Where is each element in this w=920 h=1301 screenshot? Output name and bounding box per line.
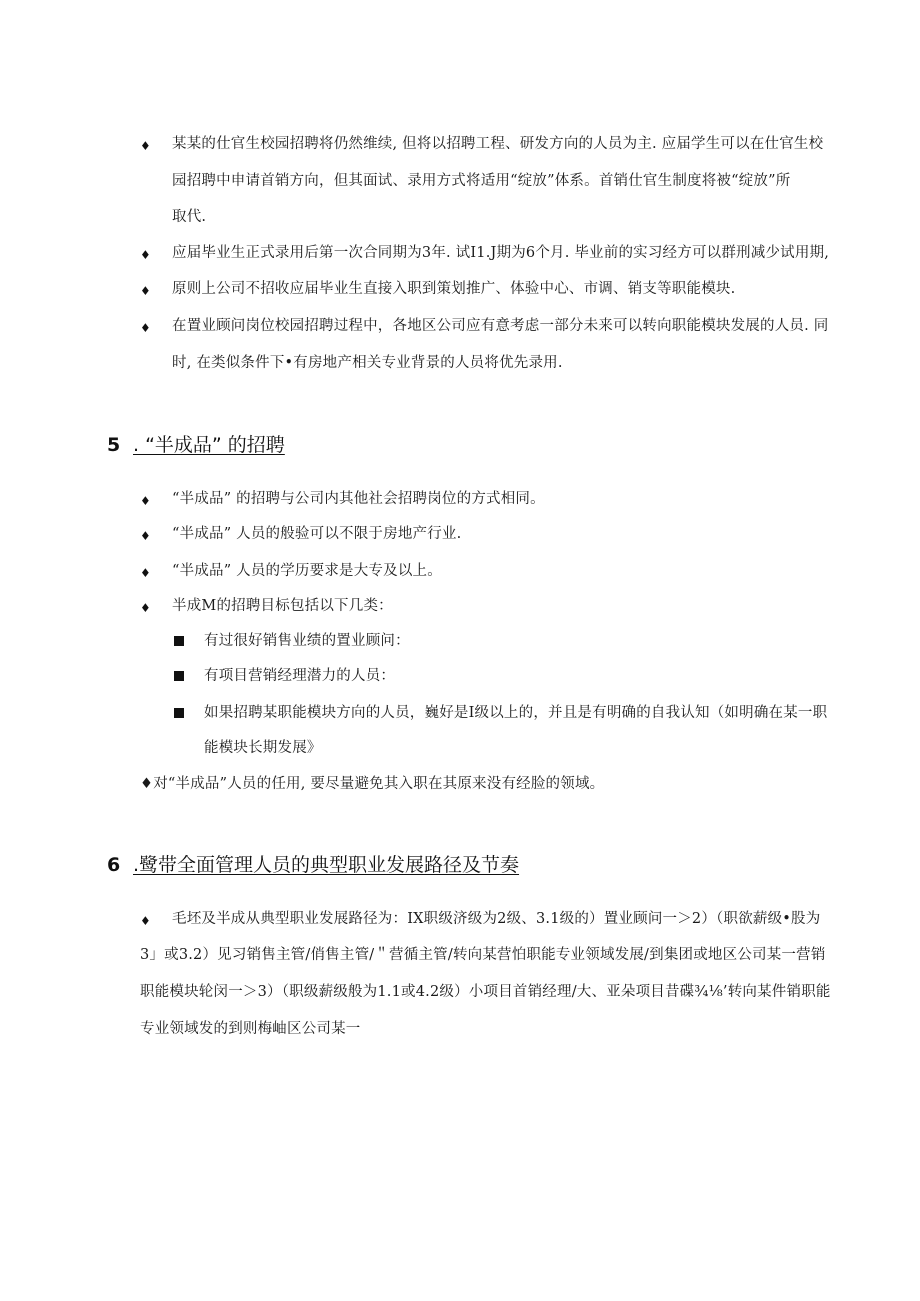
intro-bullet-1-line-1: 某某的仕官生校园招聘将仍然维续, 但将以招聘工程、研发方向的人员为主. 应届学生可以在仕官生校 — [172, 136, 824, 152]
square-bullet-icon — [174, 636, 184, 646]
diamond-bullet-icon: ♦ — [140, 494, 151, 508]
section-5-sub-item-1: 有过很好销售业绩的置业顾问： — [204, 633, 410, 649]
section-6-line-2: 3」或3.2）见习销售主管/俏售主管/＂营循主管/转向某营怕职能专业领域发展/到集团或地区公司某一营销 — [140, 947, 826, 963]
diamond-bullet-icon: ♦ — [140, 601, 151, 615]
section-5-bullet-3: “半成品” 人员的学历要求是大专及以上。 — [172, 563, 442, 579]
section-5-sub-item-3-line-1: 如果招聘某职能模块方向的人员，巍好是I级以上的，并且是有明确的自我认知（如明确在某一职 — [204, 705, 828, 721]
intro-bullet-3: 原则上公司不招收应届毕业生直接入职到策划推广、体验中心、市调、销支等职能模块. — [172, 281, 736, 297]
diamond-bullet-icon: ♦ — [140, 284, 151, 298]
intro-bullet-1-line-3: 取代. — [172, 209, 207, 225]
square-bullet-icon — [174, 671, 184, 681]
section-6-title: .鹭带全面管理人员的典型职业发展路径及节奏 — [133, 854, 520, 876]
diamond-bullet-icon: ♦ — [140, 529, 151, 543]
intro-bullet-4-line-2: 时, 在类似条件下•有房地产相关专业背景的人员将优先录用. — [172, 355, 563, 371]
section-5-bullet-1: “半成品” 的招聘与公司内其他社会招聘岗位的方式相同。 — [172, 491, 545, 507]
section-5-heading — [107, 432, 285, 458]
section-5-closing: ♦对“半成品”人员的任用, 要尽量避免其入职在其原来没有经脸的领域。 — [140, 776, 605, 792]
section-6-heading — [107, 852, 519, 878]
section-6-line-3: 职能模块轮闵一＞3）（职级薪级般为1.1或4.2级）小项目首销经理/大、亚朵项目昔碟¾⅛’转向某件销职能 — [140, 984, 831, 1000]
section-6-line-4: 专业领域发的到则梅岫区公司某一 — [140, 1021, 361, 1037]
diamond-bullet-icon: ♦ — [140, 139, 151, 153]
intro-bullet-4-line-1: 在置业顾问岗位校园招聘过程中，各地区公司应有意考虑一部分未来可以转向职能模块发展的人员. 同 — [172, 318, 829, 334]
diamond-bullet-icon: ♦ — [140, 914, 151, 928]
intro-bullet-2: 应届毕业生正式录用后第一次合同期为3年. 试I1.J期为6个月. 毕业前的实习经方可以群刑减少试用期, — [172, 245, 830, 261]
section-5-number: 5 — [107, 434, 121, 456]
section-5-sub-item-2: 有项目营销经理潜力的人员： — [204, 668, 396, 684]
diamond-bullet-icon: ♦ — [140, 321, 151, 335]
section-5-bullet-4: 半成M的招聘目标包括以下几类： — [172, 598, 393, 614]
diamond-bullet-icon: ♦ — [140, 566, 151, 580]
section-6-number: 6 — [107, 854, 121, 876]
section-5-bullet-2: “半成品” 人员的般验可以不限于房地产行业. — [172, 526, 462, 542]
section-6-line-1: 毛坯及半成从典型职业发展路径为：IX职级济级为2级、3.1级的）置业顾问一＞2）（职欲薪级•股为 — [172, 911, 821, 927]
intro-bullet-1-line-2: 园招聘中申请首销方向，但其面试、录用方式将适用“绽放”体系。首销仕官生制度将被“绽放”所 — [172, 173, 791, 189]
section-5-title: . “半成品” 的招聘 — [133, 434, 285, 456]
diamond-bullet-icon: ♦ — [140, 248, 151, 262]
section-5-sub-item-3-line-2: 能模块长期发展》 — [204, 740, 322, 756]
square-bullet-icon — [174, 708, 184, 718]
